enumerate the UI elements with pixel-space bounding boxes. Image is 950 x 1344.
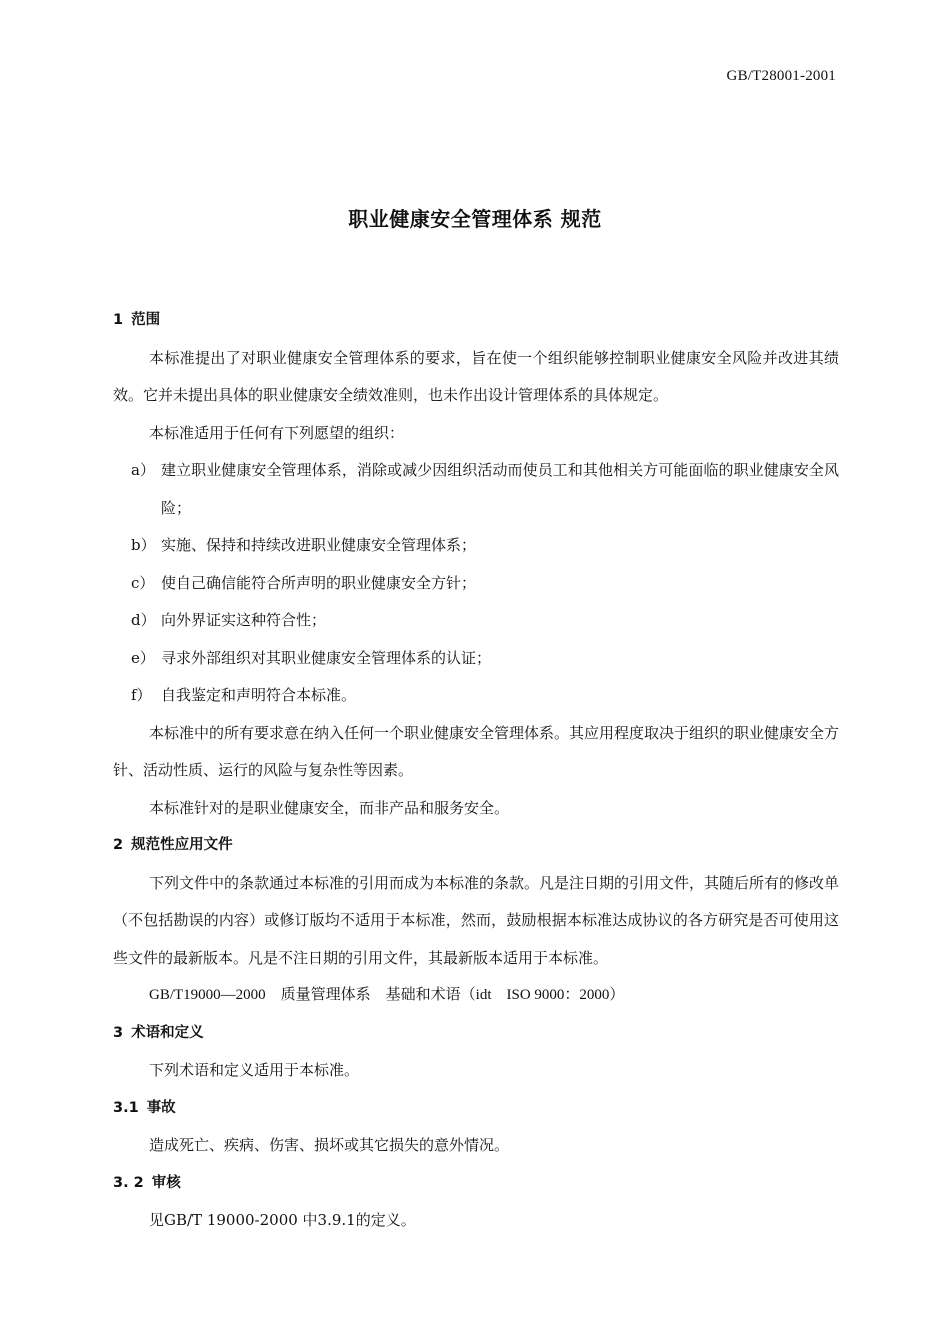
paragraph: 下列术语和定义适用于本标准。 bbox=[149, 1061, 360, 1079]
paragraph: 本标准提出了对职业健康安全管理体系的要求，旨在使一个组织能够控制职业健康安全风险并改进其绩效。它并未提出具体的职业健康安全绩效准则，也未作出设计管理体系的具体规定。 bbox=[113, 348, 839, 404]
document-title: 职业健康安全管理体系 规范 bbox=[348, 207, 602, 231]
standard-code: GB/T28001-2001 bbox=[726, 68, 836, 84]
paragraph: 本标准适用于任何有下列愿望的组织： bbox=[149, 423, 405, 442]
document-body bbox=[113, 302, 839, 1240]
list-marker: a） bbox=[131, 461, 155, 479]
paragraph: 下列文件中的条款通过本标准的引用而成为本标准的条款。凡是注日期的引用文件，其随后所有的修改单（不包括勘误的内容）或修订版均不适用于本标准，然而，鼓励根据本标准达成协议的各方研究是否可使用这些文件的最新版本。凡是不注日期的引用文件，其最新版本适用于本标准。 bbox=[113, 873, 840, 967]
list-item-text: 建立职业健康安全管理体系，消除或减少因组织活动而使员工和其他相关方可能面临的职业健康安全风险； bbox=[161, 461, 839, 517]
list-item-text: 寻求外部组织对其职业健康安全管理体系的认证； bbox=[161, 648, 492, 667]
list-item-text: 向外界证实这种符合性； bbox=[161, 611, 327, 629]
list-item-c bbox=[113, 565, 839, 603]
section-title: 事故 bbox=[146, 1099, 176, 1116]
section-number: 1 bbox=[113, 312, 124, 328]
section-1-heading bbox=[113, 302, 839, 340]
list-item-text: 自我鉴定和声明符合本标准。 bbox=[161, 686, 357, 704]
list-item-f bbox=[113, 677, 839, 715]
section-title: 审核 bbox=[151, 1174, 181, 1191]
section-title: 范围 bbox=[131, 312, 161, 328]
section-number: 3. 2 bbox=[113, 1174, 144, 1191]
list-item-a bbox=[113, 452, 839, 527]
section-number: 2 bbox=[113, 837, 124, 853]
list-item-text: 实施、保持和持续改进职业健康安全管理体系； bbox=[161, 536, 477, 554]
list-item-e bbox=[113, 640, 839, 678]
list-item-text: 使自己确信能符合所声明的职业健康安全方针； bbox=[161, 573, 477, 592]
section-3-1-heading bbox=[113, 1090, 839, 1128]
list-marker: e） bbox=[131, 648, 155, 667]
list-marker: d） bbox=[131, 611, 156, 629]
section-number: 3 bbox=[113, 1024, 124, 1041]
section-number: 3.1 bbox=[113, 1099, 139, 1116]
list-marker: f） bbox=[131, 686, 152, 704]
paragraph: 本标准针对的是职业健康安全，而非产品和服务安全。 bbox=[149, 798, 510, 817]
normative-reference: GB/T19000—2000 质量管理体系 基础和术语（idt ISO 9000：2000） bbox=[149, 987, 625, 1003]
list-item-d bbox=[113, 602, 839, 640]
section-3-2-heading bbox=[113, 1165, 839, 1203]
paragraph: 见GB/T 19000-2000 中3.9.1的定义。 bbox=[149, 1211, 416, 1229]
list-item-b bbox=[113, 527, 839, 565]
paragraph: 造成死亡、疾病、伤害、损坏或其它损失的意外情况。 bbox=[149, 1136, 510, 1154]
section-2-heading bbox=[113, 827, 839, 865]
section-title: 规范性应用文件 bbox=[131, 837, 233, 853]
list-marker: c） bbox=[131, 573, 155, 592]
list-marker: b） bbox=[131, 536, 156, 554]
section-3-heading bbox=[113, 1015, 839, 1053]
paragraph: 本标准中的所有要求意在纳入任何一个职业健康安全管理体系。其应用程度取决于组织的职业健康安全方针、活动性质、运行的风险与复杂性等因素。 bbox=[113, 723, 840, 779]
section-title: 术语和定义 bbox=[131, 1024, 204, 1041]
